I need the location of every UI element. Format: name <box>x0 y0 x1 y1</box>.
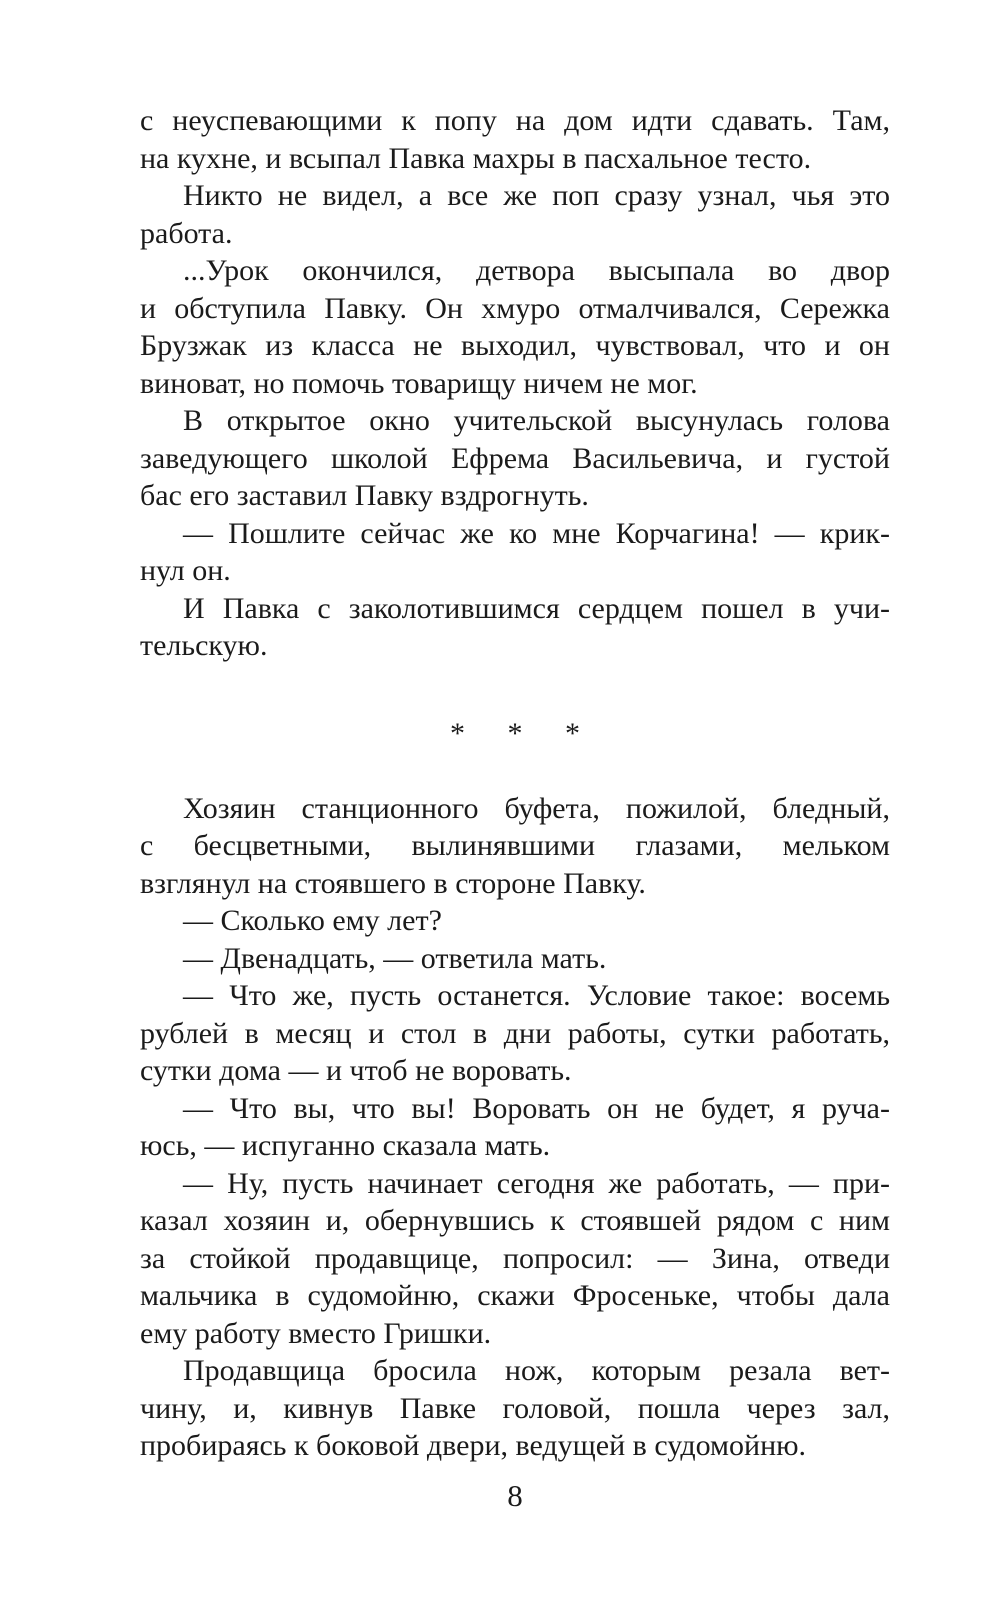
paragraph <box>140 902 890 940</box>
paragraph <box>140 1352 890 1465</box>
paragraph <box>140 252 890 402</box>
text-line: Хозяин станционного буфета, пожилой, бледный, <box>183 791 890 825</box>
text-line: казал хозяин и, обернувшись к стоявшей рядом с ним <box>140 1204 890 1237</box>
text-line: заведующего школой Ефрема Васильевича, и густой <box>140 441 890 475</box>
paragraph <box>140 977 890 1090</box>
page-text-before-separator <box>140 102 890 665</box>
text-line: В открытое окно учительской высунулась голова <box>183 404 890 437</box>
paragraph <box>140 102 890 177</box>
text-line: пробираясь к боковой двери, ведущей в судомойню. <box>140 1429 807 1462</box>
text-line: чину, и, кивнув Павке головой, пошла через зал, <box>140 1391 890 1425</box>
text-line: — Что же, пусть останется. Условие такое: восемь <box>183 979 890 1012</box>
paragraph <box>140 1165 890 1353</box>
text-line: бас его заставил Павку вздрогнуть. <box>140 479 589 512</box>
text-line: на кухне, и всыпал Павка махры в пасхальное тесто. <box>140 141 812 175</box>
paragraph <box>140 515 890 590</box>
text-line: нул он. <box>140 554 231 587</box>
text-line: рублей в месяц и стол в дни работы, сутки работать, <box>140 1016 890 1050</box>
text-line: Продавщица бросила нож, которым резала вет- <box>183 1354 890 1387</box>
paragraph <box>140 790 890 903</box>
section-separator: * * * <box>450 716 580 750</box>
paragraph <box>140 940 890 978</box>
page-text-after-separator <box>140 790 890 1465</box>
text-line: взглянул на стоявшего в стороне Павку. <box>140 866 646 900</box>
paragraph <box>140 177 890 252</box>
text-line: ему работу вместо Гришки. <box>140 1316 492 1350</box>
text-line: и обступила Павку. Он хмуро отмалчивался, Сережка <box>140 291 890 325</box>
text-line: — Что вы, что вы! Воровать он не будет, я руча- <box>183 1091 890 1125</box>
paragraph <box>140 590 890 665</box>
text-line: работа. <box>140 216 233 250</box>
page-number: 8 <box>507 1477 523 1513</box>
text-line: ...Урок окончился, детвора высыпала во двор <box>183 254 890 287</box>
text-line: сутки дома — и чтоб не воровать. <box>140 1054 572 1087</box>
text-column <box>140 102 890 1515</box>
text-line: виноват, но помочь товарищу ничем не мог. <box>140 366 698 400</box>
paragraph <box>140 1090 890 1165</box>
text-line: юсь, — испуганно сказала мать. <box>140 1129 551 1162</box>
text-line: И Павка с заколотившимся сердцем пошел в учи- <box>183 591 890 625</box>
text-line: — Сколько ему лет? <box>183 904 442 937</box>
text-line: за стойкой продавщице, попросил: — Зина, отведи <box>140 1241 890 1275</box>
text-line: — Двенадцать, — ответила мать. <box>183 941 607 975</box>
text-line: — Пошлите сейчас же ко мне Корчагина! — крик- <box>183 516 890 550</box>
text-line: — Ну, пусть начинает сегодня же работать, — при- <box>183 1166 890 1200</box>
text-line: с неуспевающими к попу на дом идти сдавать. Там, <box>140 104 890 137</box>
text-line: тельскую. <box>140 629 268 662</box>
text-line: с бесцветными, вылинявшими глазами, мельком <box>140 829 890 862</box>
text-line: Никто не видел, а все же поп сразу узнал, чья это <box>183 179 890 212</box>
paragraph <box>140 402 890 515</box>
text-line: Брузжак из класса не выходил, чувствовал, что и он <box>140 329 890 362</box>
text-line: мальчика в судомойню, скажи Фросеньке, чтобы дала <box>140 1279 890 1312</box>
